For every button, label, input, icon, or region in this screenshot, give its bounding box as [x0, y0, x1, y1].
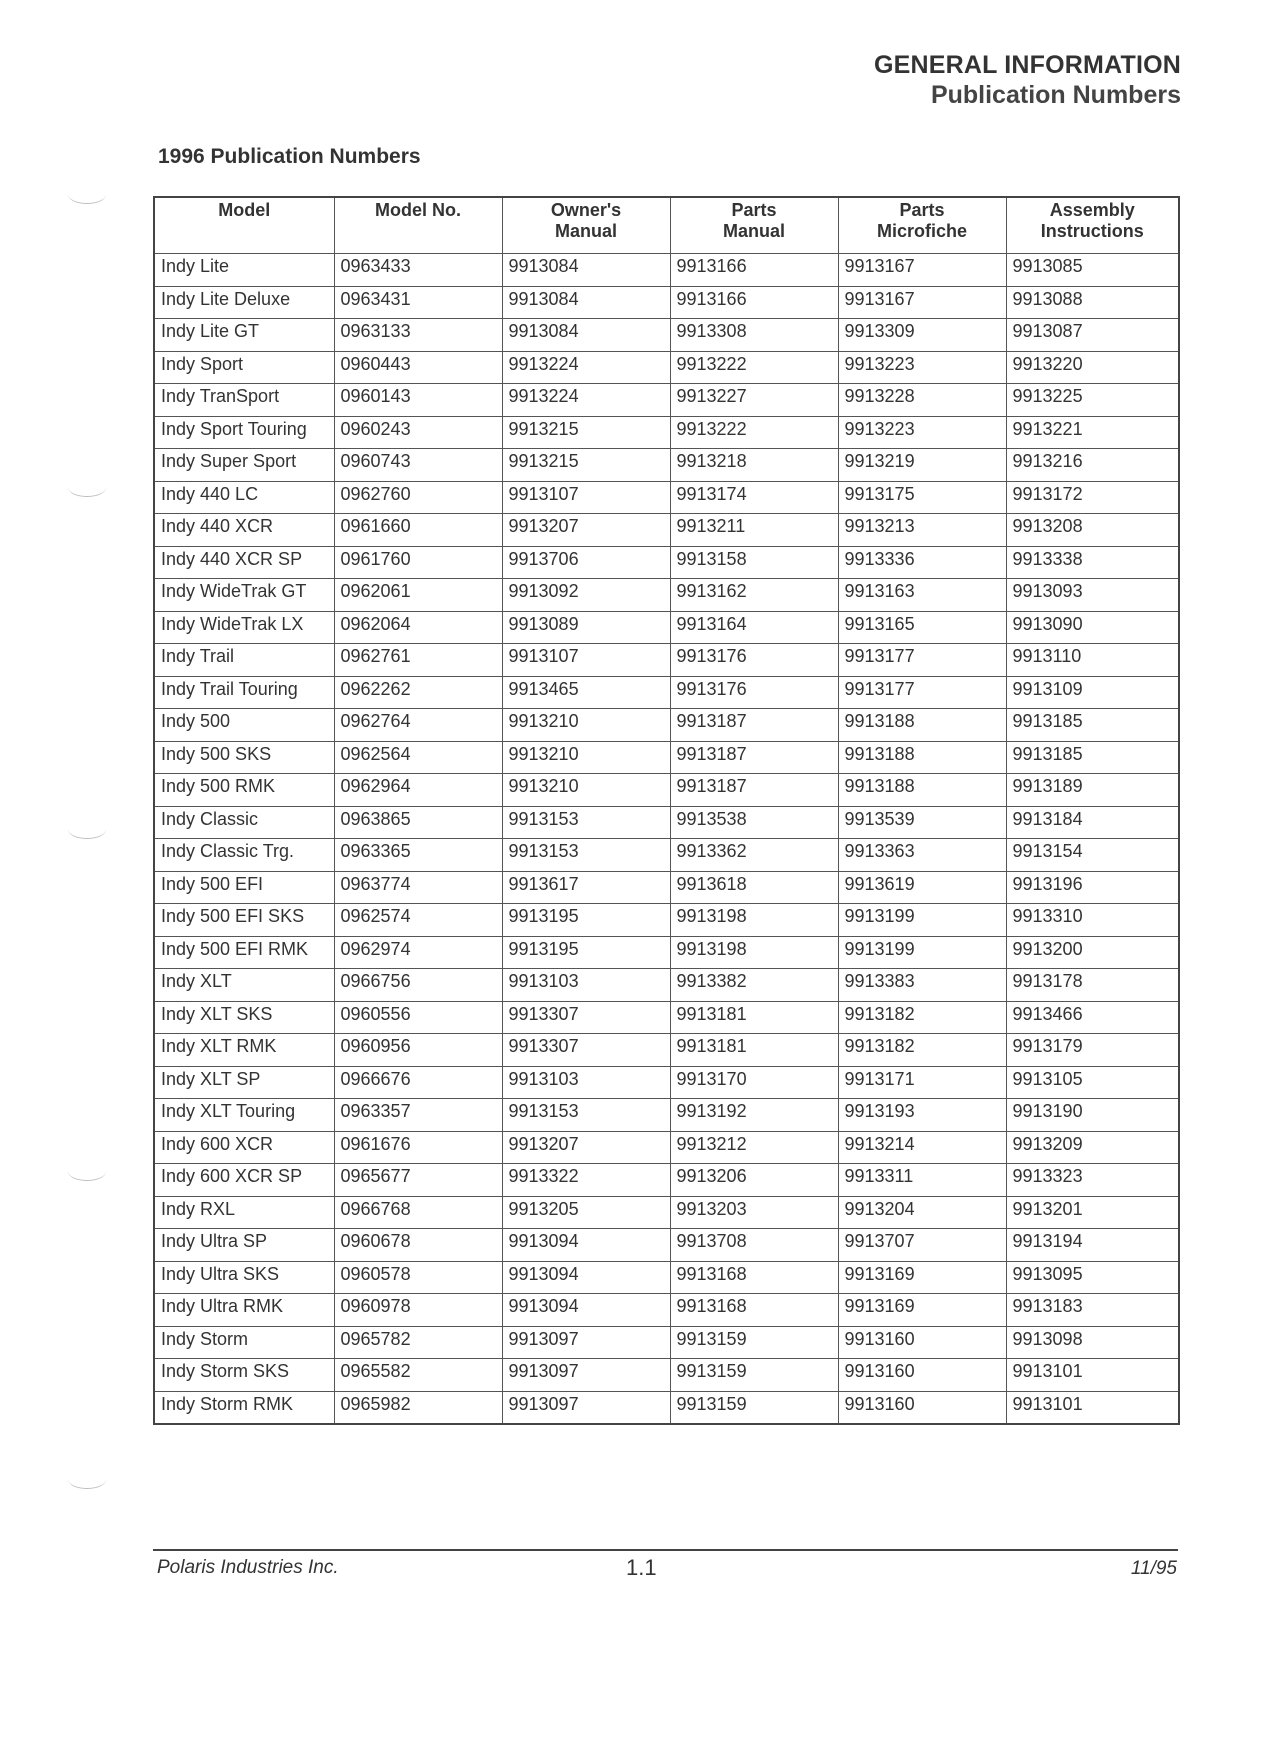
table-cell: 9913212 — [670, 1131, 838, 1164]
table-cell: 9913170 — [670, 1066, 838, 1099]
table-cell: 9913223 — [838, 416, 1006, 449]
binder-hole-mark — [68, 820, 106, 839]
table-cell: 9913219 — [838, 449, 1006, 482]
table-cell: 9913178 — [1006, 969, 1179, 1002]
table-cell: 9913220 — [1006, 351, 1179, 384]
footer-date: 11/95 — [1130, 1558, 1177, 1579]
model-name-cell: Indy Ultra SKS — [154, 1261, 334, 1294]
table-cell: 9913176 — [670, 644, 838, 677]
table-row — [154, 741, 1179, 774]
table-row — [154, 709, 1179, 742]
table-cell: 9913159 — [670, 1391, 838, 1424]
table-cell: 9913198 — [670, 904, 838, 937]
table-cell: 9913107 — [502, 644, 670, 677]
footer-rule — [153, 1549, 1178, 1551]
table-cell: 9913222 — [670, 351, 838, 384]
model-name-cell: Indy 500 — [154, 709, 334, 742]
table-cell: 9913177 — [838, 644, 1006, 677]
table-cell: 9913084 — [502, 286, 670, 319]
table-row — [154, 1196, 1179, 1229]
table-cell: 9913199 — [838, 904, 1006, 937]
table-cell: 9913162 — [670, 579, 838, 612]
table-row — [154, 1261, 1179, 1294]
table-row — [154, 774, 1179, 807]
table-cell: 9913336 — [838, 546, 1006, 579]
model-name-cell: Indy Trail Touring — [154, 676, 334, 709]
table-row — [154, 806, 1179, 839]
table-cell: 9913094 — [502, 1261, 670, 1294]
table-row — [154, 1391, 1179, 1424]
column-header — [502, 197, 670, 254]
column-header — [670, 197, 838, 254]
table-cell: 9913223 — [838, 351, 1006, 384]
publication-numbers-table — [153, 196, 1180, 1425]
table-cell: 9913224 — [502, 351, 670, 384]
table-cell: 0961676 — [334, 1131, 502, 1164]
table-cell: 9913210 — [502, 774, 670, 807]
model-name-cell: Indy Storm RMK — [154, 1391, 334, 1424]
table-cell: 9913465 — [502, 676, 670, 709]
table-cell: 0961760 — [334, 546, 502, 579]
table-row — [154, 384, 1179, 417]
model-name-cell: Indy XLT SKS — [154, 1001, 334, 1034]
table-cell: 0963365 — [334, 839, 502, 872]
table-cell: 9913101 — [1006, 1359, 1179, 1392]
table-cell: 0966768 — [334, 1196, 502, 1229]
binder-hole-mark — [68, 185, 106, 204]
table-cell: 9913165 — [838, 611, 1006, 644]
table-cell: 0960743 — [334, 449, 502, 482]
table-cell: 9913188 — [838, 709, 1006, 742]
table-cell: 9913153 — [502, 806, 670, 839]
table-cell: 9913094 — [502, 1229, 670, 1262]
table-cell: 9913200 — [1006, 936, 1179, 969]
model-name-cell: Indy Super Sport — [154, 449, 334, 482]
model-name-cell: Indy 440 XCR — [154, 514, 334, 547]
model-name-cell: Indy Ultra SP — [154, 1229, 334, 1262]
model-name-cell: Indy WideTrak LX — [154, 611, 334, 644]
column-header-line: Microfiche — [876, 221, 968, 241]
table-row — [154, 1034, 1179, 1067]
table-cell: 9913201 — [1006, 1196, 1179, 1229]
table-cell: 9913167 — [838, 286, 1006, 319]
table-cell: 9913210 — [502, 741, 670, 774]
table-cell: 9913207 — [502, 514, 670, 547]
table-cell: 9913160 — [838, 1391, 1006, 1424]
model-name-cell: Indy Lite Deluxe — [154, 286, 334, 319]
table-cell: 9913110 — [1006, 644, 1179, 677]
model-name-cell: Indy XLT SP — [154, 1066, 334, 1099]
table-row — [154, 1066, 1179, 1099]
table-cell: 0963433 — [334, 254, 502, 287]
table-cell: 9913539 — [838, 806, 1006, 839]
table-cell: 9913322 — [502, 1164, 670, 1197]
table-cell: 9913216 — [1006, 449, 1179, 482]
table-cell: 9913382 — [670, 969, 838, 1002]
table-cell: 9913093 — [1006, 579, 1179, 612]
table-cell: 9913187 — [670, 741, 838, 774]
table-row — [154, 449, 1179, 482]
table-cell: 0965982 — [334, 1391, 502, 1424]
table-cell: 9913538 — [670, 806, 838, 839]
table-cell: 9913097 — [502, 1391, 670, 1424]
table-cell: 0965582 — [334, 1359, 502, 1392]
table-cell: 0960143 — [334, 384, 502, 417]
table-cell: 9913097 — [502, 1326, 670, 1359]
table-cell: 9913204 — [838, 1196, 1006, 1229]
table-cell: 9913195 — [502, 936, 670, 969]
table-cell: 0962564 — [334, 741, 502, 774]
table-cell: 9913209 — [1006, 1131, 1179, 1164]
table-cell: 0962262 — [334, 676, 502, 709]
header-title: GENERAL INFORMATION — [873, 51, 1181, 79]
footer-company: Polaris Industries Inc. — [157, 1557, 339, 1578]
table-cell: 9913195 — [502, 904, 670, 937]
model-name-cell: Indy Lite GT — [154, 319, 334, 352]
table-cell: 9913323 — [1006, 1164, 1179, 1197]
column-header — [838, 197, 1006, 254]
table-cell: 9913207 — [502, 1131, 670, 1164]
table-cell: 9913084 — [502, 319, 670, 352]
model-name-cell: Indy Ultra RMK — [154, 1294, 334, 1327]
table-cell: 9913109 — [1006, 676, 1179, 709]
model-name-cell: Indy Storm — [154, 1326, 334, 1359]
table-cell: 0963865 — [334, 806, 502, 839]
model-name-cell: Indy 600 XCR SP — [154, 1164, 334, 1197]
table-cell: 9913153 — [502, 1099, 670, 1132]
section-title: 1996 Publication Numbers — [158, 145, 421, 168]
model-name-cell: Indy Lite — [154, 254, 334, 287]
table-cell: 9913159 — [670, 1359, 838, 1392]
table-cell: 9913164 — [670, 611, 838, 644]
table-cell: 9913617 — [502, 871, 670, 904]
table-cell: 9913211 — [670, 514, 838, 547]
column-header — [1006, 197, 1179, 254]
model-name-cell: Indy Sport Touring — [154, 416, 334, 449]
table-cell: 9913215 — [502, 416, 670, 449]
column-header — [334, 197, 502, 254]
table-cell: 9913181 — [670, 1034, 838, 1067]
table-cell: 9913103 — [502, 969, 670, 1002]
table-cell: 0960578 — [334, 1261, 502, 1294]
table-cell: 9913193 — [838, 1099, 1006, 1132]
model-name-cell: Indy Storm SKS — [154, 1359, 334, 1392]
table-cell: 9913221 — [1006, 416, 1179, 449]
table-cell: 9913107 — [502, 481, 670, 514]
table-row — [154, 1359, 1179, 1392]
table-cell: 9913185 — [1006, 709, 1179, 742]
column-header-line: Model — [218, 200, 271, 220]
table-row — [154, 1229, 1179, 1262]
table-cell: 0965782 — [334, 1326, 502, 1359]
table-cell: 9913167 — [838, 254, 1006, 287]
table-cell: 9913094 — [502, 1294, 670, 1327]
table-cell: 9913181 — [670, 1001, 838, 1034]
model-name-cell: Indy XLT — [154, 969, 334, 1002]
model-name-cell: Indy XLT Touring — [154, 1099, 334, 1132]
table-cell: 9913172 — [1006, 481, 1179, 514]
footer-page-number: 1.1 — [626, 1555, 657, 1580]
table-cell: 9913198 — [670, 936, 838, 969]
model-name-cell: Indy 600 XCR — [154, 1131, 334, 1164]
column-header-line: Instructions — [1040, 221, 1144, 241]
header-subtitle: Publication Numbers — [930, 81, 1181, 109]
table-row — [154, 1326, 1179, 1359]
table-cell: 9913088 — [1006, 286, 1179, 319]
table-cell: 9913307 — [502, 1034, 670, 1067]
table-cell: 9913166 — [670, 286, 838, 319]
table-cell: 9913189 — [1006, 774, 1179, 807]
table-row — [154, 1099, 1179, 1132]
table-cell: 0960243 — [334, 416, 502, 449]
table-cell: 9913153 — [502, 839, 670, 872]
table-cell: 9913338 — [1006, 546, 1179, 579]
table-row — [154, 1164, 1179, 1197]
table-cell: 9913192 — [670, 1099, 838, 1132]
table-header-row — [154, 197, 1179, 254]
table-row — [154, 579, 1179, 612]
table-cell: 0963133 — [334, 319, 502, 352]
model-name-cell: Indy XLT RMK — [154, 1034, 334, 1067]
table-body — [154, 254, 1179, 1425]
table-cell: 9913190 — [1006, 1099, 1179, 1132]
table-cell: 0963774 — [334, 871, 502, 904]
table-cell: 9913182 — [838, 1034, 1006, 1067]
table-cell: 9913183 — [1006, 1294, 1179, 1327]
table-cell: 9913154 — [1006, 839, 1179, 872]
table-cell: 0963357 — [334, 1099, 502, 1132]
table-cell: 9913187 — [670, 709, 838, 742]
table-cell: 9913362 — [670, 839, 838, 872]
column-header — [154, 197, 334, 254]
column-header-line: Model No. — [375, 200, 461, 220]
table-cell: 9913166 — [670, 254, 838, 287]
table-cell: 9913383 — [838, 969, 1006, 1002]
table-cell: 9913308 — [670, 319, 838, 352]
table-cell: 9913163 — [838, 579, 1006, 612]
table-cell: 0965677 — [334, 1164, 502, 1197]
model-name-cell: Indy Sport — [154, 351, 334, 384]
model-name-cell: Indy 500 EFI SKS — [154, 904, 334, 937]
table-cell: 9913206 — [670, 1164, 838, 1197]
model-name-cell: Indy 500 EFI RMK — [154, 936, 334, 969]
table-row — [154, 1131, 1179, 1164]
table-cell: 0962574 — [334, 904, 502, 937]
table-cell: 9913196 — [1006, 871, 1179, 904]
table-cell: 9913168 — [670, 1294, 838, 1327]
table-cell: 9913103 — [502, 1066, 670, 1099]
table-cell: 9913213 — [838, 514, 1006, 547]
table-cell: 9913222 — [670, 416, 838, 449]
table-cell: 0960678 — [334, 1229, 502, 1262]
table-cell: 0966756 — [334, 969, 502, 1002]
table-cell: 9913307 — [502, 1001, 670, 1034]
table-cell: 0966676 — [334, 1066, 502, 1099]
table-cell: 9913466 — [1006, 1001, 1179, 1034]
table-cell: 9913175 — [838, 481, 1006, 514]
table-cell: 0963431 — [334, 286, 502, 319]
binder-hole-mark — [68, 1162, 106, 1181]
table-cell: 9913218 — [670, 449, 838, 482]
table-cell: 9913085 — [1006, 254, 1179, 287]
table-cell: 9913188 — [838, 741, 1006, 774]
table-row — [154, 254, 1179, 287]
model-name-cell: Indy 440 XCR SP — [154, 546, 334, 579]
table-cell: 9913089 — [502, 611, 670, 644]
table-cell: 0960443 — [334, 351, 502, 384]
table-row — [154, 871, 1179, 904]
table-cell: 9913160 — [838, 1359, 1006, 1392]
table-cell: 9913185 — [1006, 741, 1179, 774]
table-cell: 9913177 — [838, 676, 1006, 709]
table-row — [154, 904, 1179, 937]
table-row — [154, 1001, 1179, 1034]
table-cell: 9913187 — [670, 774, 838, 807]
table-cell: 9913087 — [1006, 319, 1179, 352]
table-row — [154, 416, 1179, 449]
table-row — [154, 319, 1179, 352]
table-cell: 9913101 — [1006, 1391, 1179, 1424]
table-cell: 9913179 — [1006, 1034, 1179, 1067]
table-row — [154, 286, 1179, 319]
table-cell: 9913208 — [1006, 514, 1179, 547]
table-cell: 9913168 — [670, 1261, 838, 1294]
table-cell: 0961660 — [334, 514, 502, 547]
table-cell: 9913309 — [838, 319, 1006, 352]
table-cell: 9913228 — [838, 384, 1006, 417]
table-cell: 0962964 — [334, 774, 502, 807]
table-row — [154, 644, 1179, 677]
model-name-cell: Indy 500 SKS — [154, 741, 334, 774]
column-header-line: Owner's — [550, 200, 622, 220]
table-cell: 0962064 — [334, 611, 502, 644]
model-name-cell: Indy 440 LC — [154, 481, 334, 514]
table-cell: 9913227 — [670, 384, 838, 417]
table-cell: 0962764 — [334, 709, 502, 742]
table-cell: 9913707 — [838, 1229, 1006, 1262]
column-header-line: Manual — [554, 221, 617, 241]
model-name-cell: Indy Classic Trg. — [154, 839, 334, 872]
model-name-cell: Indy WideTrak GT — [154, 579, 334, 612]
table-cell: 9913171 — [838, 1066, 1006, 1099]
model-name-cell: Indy 500 EFI — [154, 871, 334, 904]
table-cell: 0960556 — [334, 1001, 502, 1034]
table-cell: 9913619 — [838, 871, 1006, 904]
table-cell: 9913310 — [1006, 904, 1179, 937]
table-cell: 9913214 — [838, 1131, 1006, 1164]
table-row — [154, 839, 1179, 872]
table-row — [154, 969, 1179, 1002]
table-cell: 9913203 — [670, 1196, 838, 1229]
table-cell: 9913159 — [670, 1326, 838, 1359]
binder-hole-mark — [68, 1470, 106, 1489]
table-cell: 9913169 — [838, 1294, 1006, 1327]
table-cell: 9913188 — [838, 774, 1006, 807]
table-cell: 9913084 — [502, 254, 670, 287]
column-header-line: Parts — [731, 200, 777, 220]
table-cell: 9913174 — [670, 481, 838, 514]
table-row — [154, 611, 1179, 644]
model-name-cell: Indy RXL — [154, 1196, 334, 1229]
table-cell: 9913199 — [838, 936, 1006, 969]
table-cell: 0962974 — [334, 936, 502, 969]
model-name-cell: Indy 500 RMK — [154, 774, 334, 807]
binder-hole-mark — [68, 478, 106, 497]
table-cell: 9913105 — [1006, 1066, 1179, 1099]
table-cell: 9913215 — [502, 449, 670, 482]
table-row — [154, 351, 1179, 384]
table-cell: 9913095 — [1006, 1261, 1179, 1294]
table-cell: 0960956 — [334, 1034, 502, 1067]
table-cell: 0962761 — [334, 644, 502, 677]
table-cell: 9913205 — [502, 1196, 670, 1229]
table-cell: 9913176 — [670, 676, 838, 709]
table-cell: 9913311 — [838, 1164, 1006, 1197]
model-name-cell: Indy Trail — [154, 644, 334, 677]
table-row — [154, 481, 1179, 514]
table-cell: 9913706 — [502, 546, 670, 579]
table-cell: 9913097 — [502, 1359, 670, 1392]
table-cell: 9913098 — [1006, 1326, 1179, 1359]
table-cell: 9913363 — [838, 839, 1006, 872]
table-cell: 9913090 — [1006, 611, 1179, 644]
table-cell: 9913169 — [838, 1261, 1006, 1294]
table-cell: 9913092 — [502, 579, 670, 612]
column-header-line: Manual — [722, 221, 785, 241]
table-cell: 9913184 — [1006, 806, 1179, 839]
table-cell: 9913708 — [670, 1229, 838, 1262]
table-row — [154, 936, 1179, 969]
table-row — [154, 514, 1179, 547]
table-cell: 9913225 — [1006, 384, 1179, 417]
model-name-cell: Indy TranSport — [154, 384, 334, 417]
table-cell: 0962061 — [334, 579, 502, 612]
table-cell: 9913224 — [502, 384, 670, 417]
table-cell: 9913194 — [1006, 1229, 1179, 1262]
table-row — [154, 546, 1179, 579]
column-header-line: Assembly — [1049, 200, 1135, 220]
model-name-cell: Indy Classic — [154, 806, 334, 839]
table-cell: 9913182 — [838, 1001, 1006, 1034]
table-cell: 9913158 — [670, 546, 838, 579]
table-row — [154, 1294, 1179, 1327]
table-cell: 0962760 — [334, 481, 502, 514]
table-cell: 9913210 — [502, 709, 670, 742]
column-header-line: Parts — [899, 200, 945, 220]
page-header — [874, 50, 1181, 110]
table-cell: 9913618 — [670, 871, 838, 904]
table-row — [154, 676, 1179, 709]
table-cell: 9913160 — [838, 1326, 1006, 1359]
table-cell: 0960978 — [334, 1294, 502, 1327]
